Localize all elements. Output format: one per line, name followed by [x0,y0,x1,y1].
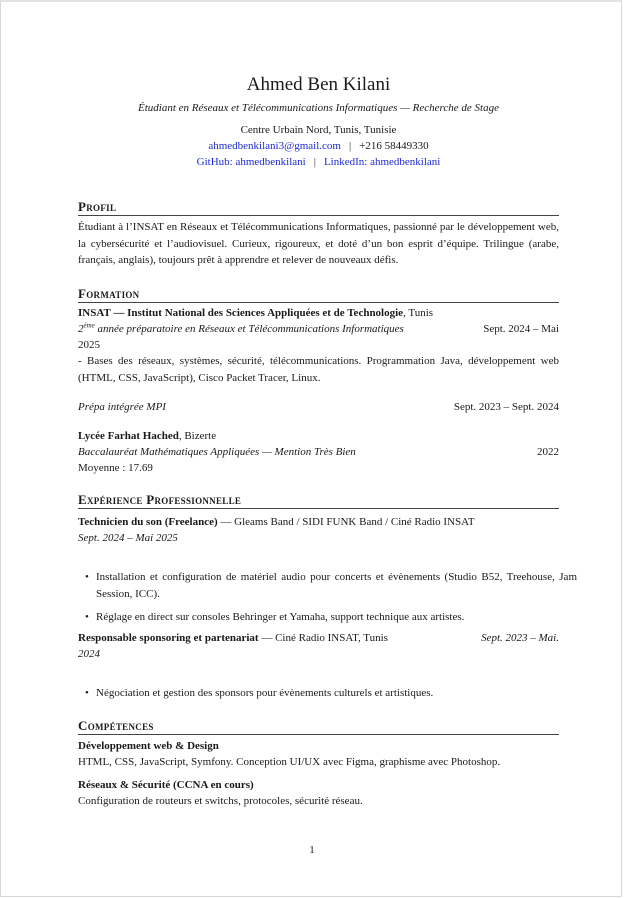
job2-heading [78,630,559,647]
page-number: 1 [309,844,315,856]
insat-year-number: 2 [78,323,84,335]
job1-bullets [78,569,577,626]
cv-tagline: Étudiant en Réseaux et Télécommunications Informatiques — Recherche de Stage [138,102,499,114]
section-competences-title: Compétences [78,717,559,735]
web-text: HTML, CSS, JavaScript, Symfony. Conception UI/UX avec Figma, graphisme avec Photoshop. [78,756,501,768]
section-profil-title: Profil [78,198,559,216]
insat-year-suffix: ème [83,321,95,330]
lycee-name: Lycée Farhat Hached [78,430,179,442]
job2-title-wrap [78,630,388,647]
profil-text: Étudiant à l’INSAT en Réseaux et Télécommunications Informatiques, passionné par le développement web, la cybersécurité et l’audiovisuel. Curieux, rigoureux, et doté d’un bon esprit d’équipe. Trilingue (arabe, français, anglais), toujours prêt à apprendre et relever de nouveaux défis. [78,221,559,266]
insat-description: - Bases des réseaux, systèmes, sécurité, télécommunications. Programmation Java, développement web (HTML, CSS, JavaScript), Cisco Packet Tracer, Linux. [78,355,559,384]
prepa-label: Prépa intégrée MPI [78,401,166,413]
job1-title: Technicien du son (Freelance) [78,516,218,528]
github-link[interactable]: GitHub: ahmedbenkilani [196,156,306,168]
insat-name: INSAT — Institut National des Sciences Appliquées et de Technologie [78,307,404,319]
bac-label: Baccalauréat Mathématiques Appliquées — Mention Très Bien [78,446,356,458]
bac-year: 2022 [537,446,559,458]
links-separator: | [313,156,316,168]
insat-dates: Sept. 2024 – Mai [483,323,559,335]
bac-row [78,444,559,461]
prepa-row [78,399,559,416]
lycee-city: , Bizerte [178,430,217,442]
contact-line [78,138,559,155]
list-item: • Installation et configuration de matériel audio pour concerts et évènements (Studio B52, Treehouse, Jam Session, ICC). [96,569,577,602]
job2-dates-cont: 2024 [78,648,100,660]
email-link[interactable]: ahmedbenkilani3@gmail.com [208,140,341,152]
job2-dates: Sept. 2023 – Mai. [481,632,559,644]
address: Centre Urbain Nord, Tunis, Tunisie [240,124,397,136]
insat-program [78,321,404,338]
links-line [78,154,559,171]
job2-org: — Ciné Radio INSAT, Tunis [258,632,388,644]
lycee-school [78,428,559,445]
insat-program-row [78,321,559,338]
job2-bullets [78,685,577,702]
moyenne: Moyenne : 17.69 [78,462,153,474]
phone: +216 58449330 [359,140,429,152]
section-experience-title: Expérience Professionnelle [78,491,559,509]
prepa-dates: Sept. 2023 – Sept. 2024 [453,401,559,413]
contact-separator: | [348,140,352,152]
cv-name: Ahmed Ben Kilani [246,74,391,95]
web-title: Développement web & Design [78,740,219,752]
net-text: Configuration de routeurs et switchs, protocoles, sécurité réseau. [78,795,363,807]
job2-title: Responsable sponsoring et partenariat [78,632,259,644]
list-item: • Négociation et gestion des sponsors pour évènements culturels et artistiques. [96,685,577,702]
insat-school [78,305,559,322]
job1-heading [78,514,559,531]
net-title: Réseaux & Sécurité (CCNA en cours) [78,779,254,791]
insat-program-label: année préparatoire en Réseaux et Télécommunications Informatiques [94,323,404,335]
job1-org: — Gleams Band / SIDI FUNK Band / Ciné Radio INSAT [217,516,475,528]
job1-dates: Sept. 2024 – Mai 2025 [78,532,178,544]
linkedin-link[interactable]: LinkedIn: ahmedbenkilani [323,156,441,168]
insat-city: , Tunis [403,307,434,319]
list-item: • Réglage en direct sur consoles Behringer et Yamaha, support technique aux artistes. [96,609,577,626]
insat-dates-cont: 2025 [78,339,100,351]
section-formation-title: Formation [78,285,559,303]
